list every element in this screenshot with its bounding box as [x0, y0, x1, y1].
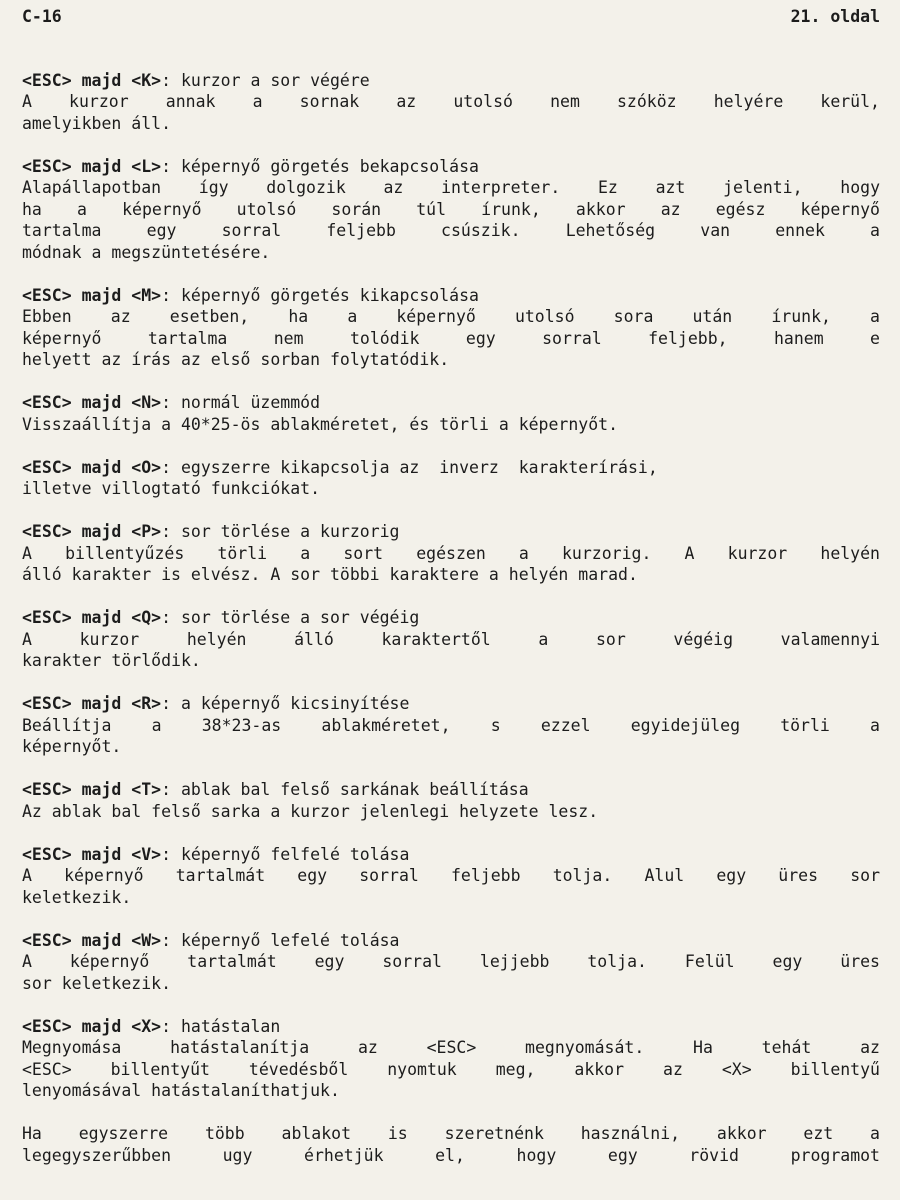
description-line: helyett az írás az első sorban folytatódik. — [22, 350, 450, 369]
command-key: <ESC> majd <L> — [22, 156, 162, 176]
command-key: <ESC> majd <O> — [22, 457, 162, 477]
description-line: Visszaállítja a 40*25-ös ablakméretet, és törli a képernyőt. — [22, 414, 619, 434]
description-line: karakter törlődik. — [22, 651, 201, 670]
command-description — [22, 1037, 880, 1102]
description-line: Alapállapotban így dolgozik az interpreter. Ez azt jelenti, hogy — [22, 178, 880, 197]
description-line: módnak a megszüntetésére. — [22, 242, 271, 262]
command-description — [22, 951, 880, 994]
command-title: : a képernyő kicsinyítése — [161, 694, 410, 713]
command-title: : képernyő görgetés bekapcsolása — [161, 156, 479, 176]
description-line: Beállítja a 38*23-as ablakméretet, s ezzel egyidejüleg törli a — [22, 715, 880, 735]
command-description — [22, 715, 880, 758]
command-description — [22, 543, 880, 586]
description-line: Az ablak bal felső sarka a kurzor jelenlegi helyzete lesz. — [22, 801, 599, 821]
command-key: <ESC> majd <V> — [22, 844, 162, 864]
closing-paragraph — [22, 1123, 880, 1166]
command-heading — [22, 392, 880, 414]
command-key: <ESC> majd <N> — [22, 393, 162, 412]
description-line: ha a képernyő utolsó során túl írunk, akkor az egész képernyő — [22, 199, 880, 219]
command-heading — [22, 70, 880, 92]
description-line: tartalma egy sorral feljebb csúszik. Lehetőség van ennek a — [22, 221, 880, 240]
header-left: C-16 — [22, 7, 62, 26]
description-line: <ESC> billentyűt tévedésből nyomtuk meg, akkor az <X> billentyű — [22, 1059, 880, 1079]
command-heading — [22, 930, 880, 952]
command-description — [22, 414, 880, 436]
command-description — [22, 629, 880, 672]
command-title: : képernyő görgetés kikapcsolása — [161, 285, 479, 305]
command-key: <ESC> majd <R> — [22, 694, 162, 713]
page-header — [22, 6, 880, 28]
command-entry — [22, 521, 880, 586]
command-entry — [22, 607, 880, 672]
command-title: : normál üzemmód — [161, 393, 321, 412]
command-heading — [22, 607, 880, 629]
command-description — [22, 177, 880, 263]
command-heading — [22, 693, 880, 715]
command-description — [22, 865, 880, 908]
closing-line: Ha egyszerre több ablakot is szeretnénk használni, akkor ezt a — [22, 1124, 880, 1143]
description-line: A kurzor annak a sornak az utolsó nem szóköz helyére kerül, — [22, 92, 880, 111]
description-line: Ebben az esetben, ha a képernyő utolsó sora után írunk, a — [22, 307, 880, 326]
command-entry — [22, 457, 880, 500]
closing-line: legegyszerűbben ugy érhetjük el, hogy egy rövid programot — [22, 1145, 880, 1165]
description-line: Megnyomása hatástalanítja az <ESC> megnyomását. Ha tehát az — [22, 1038, 880, 1057]
command-entry — [22, 693, 880, 758]
description-line: keletkezik. — [22, 887, 132, 907]
command-description — [22, 478, 880, 500]
command-entry — [22, 285, 880, 371]
description-line: sor keletkezik. — [22, 973, 172, 993]
command-entry — [22, 779, 880, 822]
description-line: képernyőt. — [22, 737, 122, 756]
command-heading — [22, 285, 880, 307]
command-title: : sor törlése a kurzorig — [161, 522, 400, 541]
command-title: : kurzor a sor végére — [161, 70, 370, 90]
command-entry — [22, 70, 880, 135]
command-entry — [22, 844, 880, 909]
command-title: : sor törlése a sor végéig — [161, 608, 420, 627]
command-key: <ESC> majd <P> — [22, 522, 162, 541]
command-title: : egyszerre kikapcsolja az inverz karakterírási, — [161, 457, 658, 477]
command-description — [22, 91, 880, 134]
command-key: <ESC> majd <W> — [22, 930, 162, 950]
description-line: képernyő tartalma nem tolódik egy sorral feljebb, hanem e — [22, 328, 880, 348]
command-entry — [22, 392, 880, 435]
command-title: : hatástalan — [161, 1016, 281, 1036]
description-line: álló karakter is elvész. A sor többi karaktere a helyén marad. — [22, 565, 638, 584]
command-title: : képernyő lefelé tolása — [161, 930, 400, 950]
description-line: A billentyűzés törli a sort egészen a kurzorig. A kurzor helyén — [22, 543, 880, 563]
command-list — [22, 70, 880, 1102]
command-entry — [22, 930, 880, 995]
description-line: lenyomásával hatástalaníthatjuk. — [22, 1081, 340, 1100]
command-heading — [22, 156, 880, 178]
description-line: A képernyő tartalmát egy sorral feljebb tolja. Alul egy üres sor — [22, 866, 880, 885]
document-page — [22, 6, 880, 1166]
command-key: <ESC> majd <K> — [22, 70, 162, 90]
command-key: <ESC> majd <X> — [22, 1016, 162, 1036]
command-key: <ESC> majd <T> — [22, 780, 162, 799]
header-right: 21. oldal — [790, 7, 880, 26]
description-line: amelyikben áll. — [22, 113, 172, 133]
description-line: A kurzor helyén álló karaktertől a sor végéig valamennyi — [22, 629, 880, 649]
command-description — [22, 801, 880, 823]
command-entry — [22, 156, 880, 264]
command-heading — [22, 779, 880, 801]
description-line: A képernyő tartalmát egy sorral lejjebb tolja. Felül egy üres — [22, 952, 880, 971]
command-title: : ablak bal felső sarkának beállítása — [161, 780, 529, 799]
description-line: illetve villogtató funkciókat. — [22, 479, 321, 498]
command-heading — [22, 521, 880, 543]
command-key: <ESC> majd <M> — [22, 285, 162, 305]
command-title: : képernyő felfelé tolása — [161, 844, 410, 864]
command-key: <ESC> majd <Q> — [22, 608, 162, 627]
command-heading — [22, 457, 880, 479]
command-description — [22, 306, 880, 371]
command-entry — [22, 1016, 880, 1102]
command-heading — [22, 1016, 880, 1038]
command-heading — [22, 844, 880, 866]
